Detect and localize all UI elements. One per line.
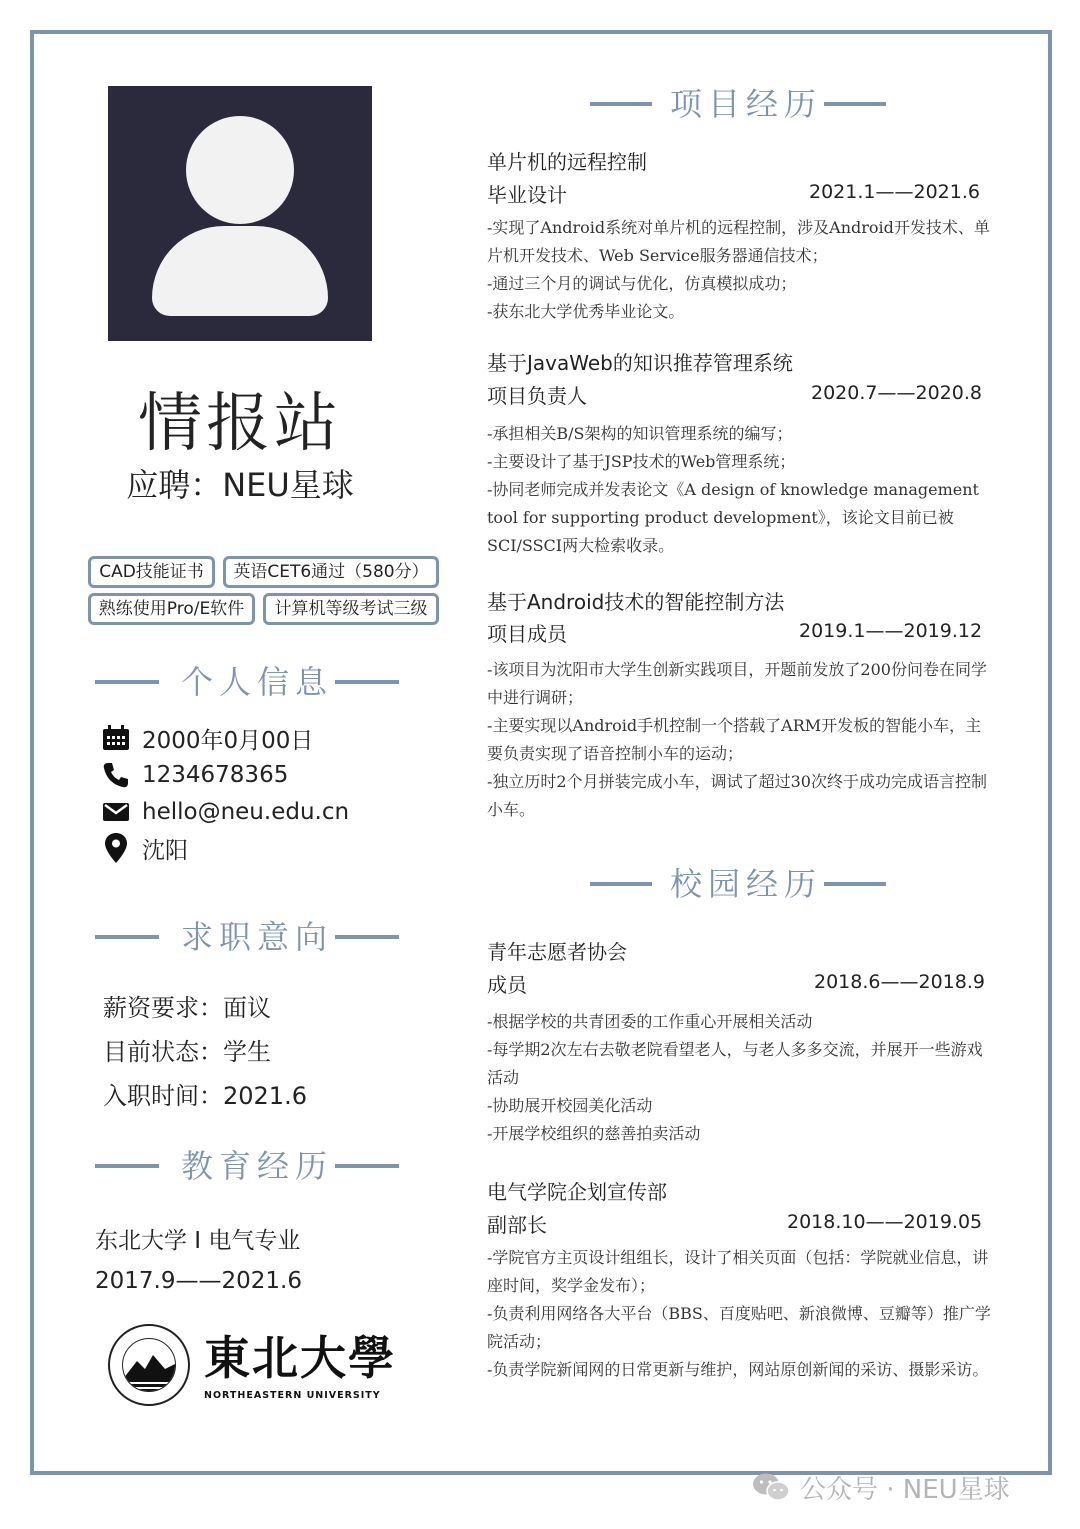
skill-tag: 计算机等级考试三级 [263,593,439,625]
bullet-item: -承担相关B/S架构的知识管理系统的编写； [487,424,793,443]
bullet-item: -负责学院新闻网的日常更新与维护，网站原创新闻的采访、摄影采访。 [487,1360,989,1379]
city-row [100,831,188,865]
bullet-item: -通过三个月的调试与优化，仿真模拟成功； [487,274,797,293]
bullet-item: -该项目为沈阳市大学生创新实践项目，开题前发放了200份问卷在同学中进行调研； [487,660,987,707]
campus-role: 成员 [487,973,527,997]
wechat-icon [752,1472,790,1502]
bullet-item: -获东北大学优秀毕业论文。 [487,302,685,321]
title-rule [824,882,886,886]
birth-row [100,721,313,755]
section-title: 求职意向 [181,918,334,956]
bullet-item: -开展学校组织的慈善拍卖活动 [487,1124,701,1143]
bullet-item: -负责利用网络各大平台（BBS、百度贴吧、新浪微博、豆瓣等）推广学院活动； [487,1304,991,1351]
phone-number: 1234678365 [142,762,289,788]
project-role: 项目成员 [487,622,567,646]
current-status: 目前状态：学生 [103,1038,271,1066]
university-logo [108,1322,396,1408]
watermark-text: 公众号 · NEU星球 [800,1474,1010,1505]
project-title: 基于Android技术的智能控制方法 [487,590,785,614]
phone-row [100,758,288,792]
title-rule [335,680,399,684]
bullet-item: -协同老师完成并发表论文《A design of knowledge management tool for supporting product development》，该论文目前已被SCI/SSCI两大检索收录。 [487,480,979,555]
project-title: 单片机的远程控制 [487,150,647,174]
project-title: 基于JavaWeb的知识推荐管理系统 [487,351,793,375]
project-role: 毕业设计 [487,183,567,207]
project-bullets [487,214,993,326]
bullet-item: -协助展开校园美化活动 [487,1096,653,1115]
calendar-icon [100,723,132,753]
title-rule [95,1164,159,1168]
avatar [108,86,372,341]
project-date: 2019.1——2019.12 [799,620,983,642]
section-personal [95,662,400,702]
skill-tag: 英语CET6通过（580分） [223,556,439,588]
bullet-item: -独立历时2个月拼装完成小车，调试了超过30次终于成功完成语言控制小车。 [487,772,987,819]
birth-date: 2000年0月00日 [142,727,314,754]
project-bullets [487,656,993,824]
campus-bullets [487,1244,993,1384]
start-date: 入职时间：2021.6 [103,1082,307,1110]
avatar-body [152,226,328,316]
section-title: 项目经历 [670,85,823,123]
bullet-item: -根据学校的共青团委的工作重心开展相关活动 [487,1012,813,1031]
title-rule [335,1164,399,1168]
apply-position: 应聘：NEU星球 [126,466,354,504]
section-projects [590,84,886,124]
title-rule [335,935,399,939]
bullet-item: -主要设计了基于JSP技术的Web管理系统； [487,452,796,471]
mail-icon [100,797,132,827]
title-rule [95,680,159,684]
campus-date: 2018.10——2019.05 [787,1211,983,1233]
skill-tag: CAD技能证书 [88,556,215,588]
section-title: 校园经历 [670,865,823,903]
candidate-name: 情报站 [138,387,342,461]
university-name-en: NORTHEASTERN UNIVERSITY [204,1390,381,1401]
title-rule [95,935,159,939]
school-major: 东北大学 I 电气专业 [95,1228,301,1254]
project-date: 2021.1——2021.6 [809,181,980,203]
section-title: 教育经历 [181,1147,334,1185]
city: 沈阳 [142,837,188,864]
title-rule [824,102,886,106]
phone-icon [100,760,132,790]
skill-tag: 熟练使用Pro/E软件 [88,593,255,625]
campus-title: 青年志愿者协会 [487,940,627,964]
section-title: 个人信息 [181,663,334,701]
title-rule [590,102,652,106]
email-address: hello@neu.edu.cn [142,799,350,825]
title-rule [590,882,652,886]
watermark [752,1467,1010,1507]
section-education [95,1146,400,1186]
email-row [100,795,349,829]
project-date: 2020.7——2020.8 [811,382,982,404]
campus-role: 副部长 [487,1213,547,1237]
bullet-item: -每学期2次左右去敬老院看望老人，与老人多多交流，并展开一些游戏活动 [487,1040,983,1087]
campus-bullets [487,1008,993,1148]
project-bullets [487,420,993,560]
university-seal [108,1324,190,1406]
section-intent [95,917,400,957]
education-period: 2017.9——2021.6 [95,1268,302,1294]
bullet-item: -实现了Android系统对单片机的远程控制，涉及Android开发技术、单片机开发技术、Web Service服务器通信技术； [487,218,990,265]
bullet-item: -学院官方主页设计组组长，设计了相关页面（包括：学院就业信息，讲座时间，奖学金发布）； [487,1248,989,1295]
salary-expectation: 薪资要求：面议 [103,994,271,1022]
campus-title: 电气学院企划宣传部 [487,1180,667,1204]
project-role: 项目负责人 [487,384,587,408]
university-name-cn: 東北大學 [204,1331,396,1385]
avatar-head [186,116,294,224]
section-campus [590,864,886,904]
bullet-item: -主要实现以Android手机控制一个搭载了ARM开发板的智能小车，主要负责实现了语音控制小车的运动； [487,716,982,763]
location-pin-icon [100,833,132,863]
campus-date: 2018.6——2018.9 [814,971,985,993]
